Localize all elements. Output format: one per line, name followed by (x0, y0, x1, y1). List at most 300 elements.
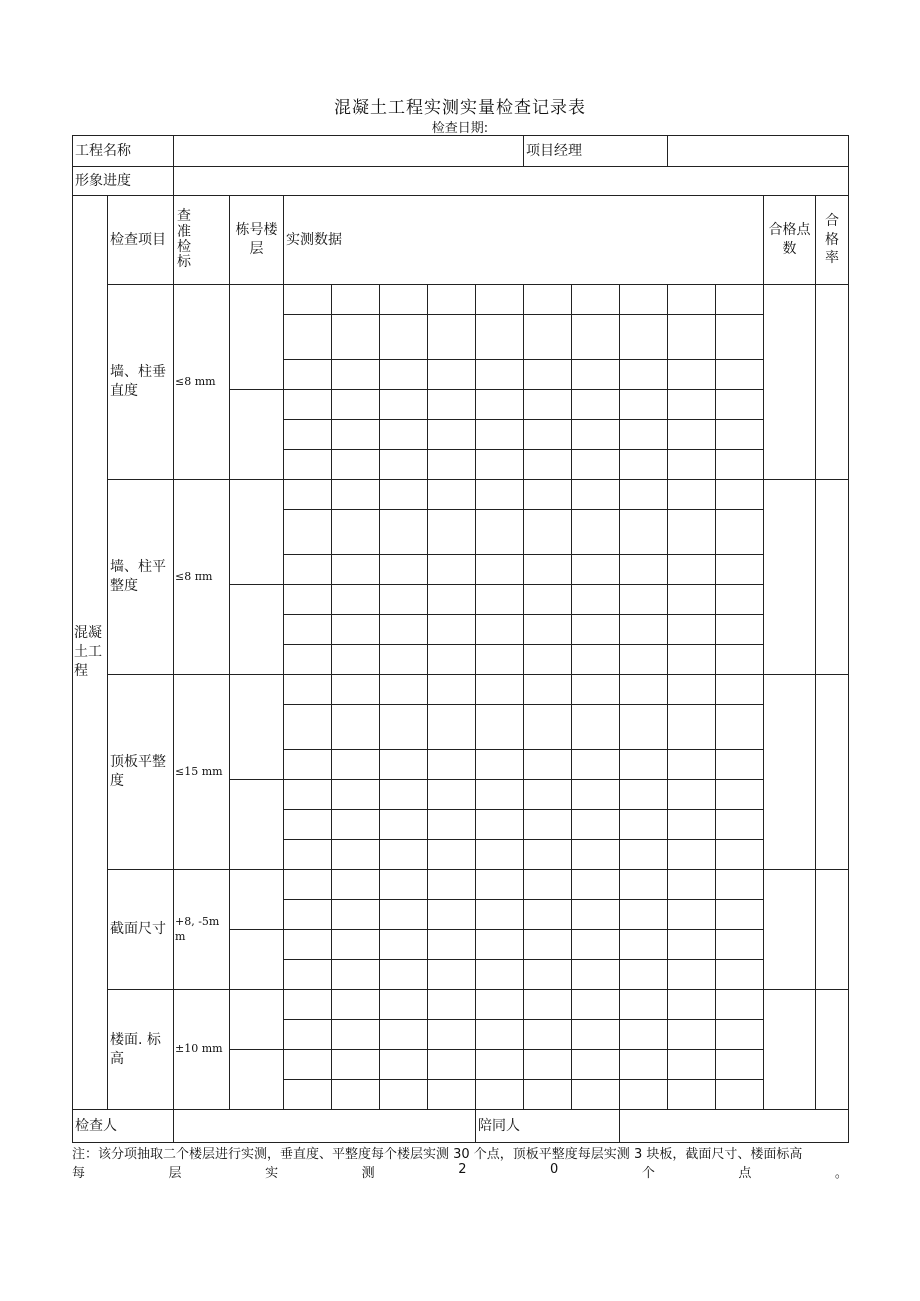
form-title: 混凝土工程实测实量检查记录表 (334, 98, 586, 118)
measurement-cell[interactable] (380, 285, 428, 315)
measurement-cell[interactable] (620, 930, 668, 960)
measurement-cell[interactable] (524, 450, 572, 480)
measurement-cell[interactable] (572, 960, 620, 990)
measurement-cell[interactable] (620, 360, 668, 390)
pass-points-cell[interactable] (764, 675, 816, 870)
measurement-cell[interactable] (620, 960, 668, 990)
measurement-cell[interactable] (428, 840, 476, 870)
measurement-cell[interactable] (380, 870, 428, 900)
measurement-cell[interactable] (332, 900, 380, 930)
measurement-cell[interactable] (620, 900, 668, 930)
measurement-cell[interactable] (428, 990, 476, 1020)
measurement-cell[interactable] (572, 1050, 620, 1080)
measurement-cell[interactable] (524, 930, 572, 960)
measurement-cell[interactable] (620, 480, 668, 510)
measurement-cell[interactable] (716, 510, 764, 555)
measurement-cell[interactable] (284, 900, 332, 930)
measurement-cell[interactable] (476, 555, 524, 585)
measurement-cell[interactable] (332, 780, 380, 810)
measurement-cell[interactable] (716, 450, 764, 480)
measurement-cell[interactable] (668, 510, 716, 555)
measurement-cell[interactable] (572, 285, 620, 315)
measurement-cell[interactable] (284, 675, 332, 705)
building-floor-cell[interactable] (230, 390, 284, 480)
measurement-cell[interactable] (284, 480, 332, 510)
measurement-cell[interactable] (572, 450, 620, 480)
measurement-cell[interactable] (284, 780, 332, 810)
measurement-cell[interactable] (476, 585, 524, 615)
measurement-cell[interactable] (620, 990, 668, 1020)
measurement-cell[interactable] (284, 960, 332, 990)
pass-points-cell[interactable] (764, 480, 816, 675)
measurement-cell[interactable] (428, 285, 476, 315)
measurement-cell[interactable] (620, 705, 668, 750)
measurement-cell[interactable] (380, 675, 428, 705)
measurement-cell[interactable] (716, 480, 764, 510)
measurement-cell[interactable] (284, 645, 332, 675)
measurement-cell[interactable] (668, 390, 716, 420)
measurement-cell[interactable] (620, 1050, 668, 1080)
measurement-cell[interactable] (572, 810, 620, 840)
measurement-cell[interactable] (332, 750, 380, 780)
building-floor-cell[interactable] (230, 285, 284, 390)
measurement-cell[interactable] (476, 930, 524, 960)
measurement-cell[interactable] (284, 990, 332, 1020)
measurement-cell[interactable] (476, 750, 524, 780)
measurement-cell[interactable] (428, 780, 476, 810)
measurement-cell[interactable] (332, 645, 380, 675)
measurement-cell[interactable] (332, 480, 380, 510)
measurement-cell[interactable] (716, 555, 764, 585)
measurement-cell[interactable] (428, 555, 476, 585)
measurement-cell[interactable] (620, 585, 668, 615)
measurement-cell[interactable] (428, 900, 476, 930)
measurement-cell[interactable] (716, 780, 764, 810)
measurement-cell[interactable] (332, 315, 380, 360)
measurement-cell[interactable] (332, 840, 380, 870)
measurement-cell[interactable] (668, 1050, 716, 1080)
measurement-cell[interactable] (332, 585, 380, 615)
measurement-cell[interactable] (428, 615, 476, 645)
measurement-cell[interactable] (476, 285, 524, 315)
measurement-cell[interactable] (524, 1080, 572, 1110)
measurement-cell[interactable] (668, 990, 716, 1020)
measurement-cell[interactable] (476, 870, 524, 900)
measurement-cell[interactable] (716, 870, 764, 900)
measurement-cell[interactable] (380, 480, 428, 510)
measurement-cell[interactable] (572, 480, 620, 510)
measurement-cell[interactable] (380, 555, 428, 585)
measurement-cell[interactable] (620, 1020, 668, 1050)
measurement-cell[interactable] (332, 870, 380, 900)
measurement-cell[interactable] (524, 555, 572, 585)
measurement-cell[interactable] (668, 840, 716, 870)
companion-field[interactable] (620, 1110, 849, 1143)
measurement-cell[interactable] (428, 1050, 476, 1080)
building-floor-cell[interactable] (230, 1050, 284, 1110)
measurement-cell[interactable] (428, 420, 476, 450)
measurement-cell[interactable] (572, 555, 620, 585)
measurement-cell[interactable] (716, 1050, 764, 1080)
measurement-cell[interactable] (380, 1020, 428, 1050)
measurement-cell[interactable] (476, 510, 524, 555)
pass-points-cell[interactable] (764, 285, 816, 480)
measurement-cell[interactable] (332, 285, 380, 315)
measurement-cell[interactable] (284, 750, 332, 780)
progress-row (73, 167, 849, 196)
measurement-cell[interactable] (476, 900, 524, 930)
measurement-cell[interactable] (284, 1020, 332, 1050)
measurement-cell[interactable] (380, 1080, 428, 1110)
measurement-cell[interactable] (476, 705, 524, 750)
inspector-label: 检查人 (73, 1110, 174, 1143)
measurement-cell[interactable] (716, 750, 764, 780)
measurement-cell[interactable] (380, 990, 428, 1020)
measurement-cell[interactable] (476, 450, 524, 480)
measurement-cell[interactable] (572, 900, 620, 930)
measurement-cell[interactable] (476, 990, 524, 1020)
measurement-cell[interactable] (716, 990, 764, 1020)
measurement-cell[interactable] (668, 480, 716, 510)
measurement-cell[interactable] (332, 1020, 380, 1050)
measurement-cell[interactable] (428, 585, 476, 615)
check-item-name: 楼面. 标高 (108, 990, 174, 1110)
measurement-cell[interactable] (428, 510, 476, 555)
measurement-cell[interactable] (620, 450, 668, 480)
footnote-char: 实 (265, 1166, 279, 1181)
measurement-cell[interactable] (668, 675, 716, 705)
measurement-cell[interactable] (428, 450, 476, 480)
measurement-cell[interactable] (428, 930, 476, 960)
measurement-cell[interactable] (284, 870, 332, 900)
measurement-cell[interactable] (476, 1050, 524, 1080)
measurement-cell[interactable] (524, 615, 572, 645)
measurement-cell[interactable] (428, 960, 476, 990)
measurement-cell[interactable] (380, 390, 428, 420)
measurement-cell[interactable] (380, 360, 428, 390)
measurement-cell[interactable] (428, 645, 476, 675)
measurement-cell[interactable] (428, 1020, 476, 1050)
measurement-cell[interactable] (284, 840, 332, 870)
measurement-cell[interactable] (284, 810, 332, 840)
measurement-cell[interactable] (668, 645, 716, 675)
measurement-cell[interactable] (524, 675, 572, 705)
measurement-cell[interactable] (572, 645, 620, 675)
measurement-cell[interactable] (284, 705, 332, 750)
measurement-cell[interactable] (572, 1020, 620, 1050)
measurement-cell[interactable] (476, 840, 524, 870)
measurement-cell[interactable] (476, 615, 524, 645)
measurement-cell[interactable] (524, 780, 572, 810)
measurement-cell[interactable] (524, 870, 572, 900)
measurement-cell[interactable] (428, 315, 476, 360)
measurement-cell[interactable] (716, 840, 764, 870)
measurement-cell[interactable] (476, 675, 524, 705)
measurement-cell[interactable] (716, 1020, 764, 1050)
building-floor-cell[interactable] (230, 870, 284, 930)
measurement-cell[interactable] (524, 1050, 572, 1080)
measurement-cell[interactable] (620, 615, 668, 645)
measurement-cell[interactable] (668, 1080, 716, 1110)
measurement-cell[interactable] (572, 510, 620, 555)
measurement-cell[interactable] (284, 1050, 332, 1080)
measurement-cell[interactable] (524, 750, 572, 780)
measurement-cell[interactable] (476, 315, 524, 360)
measurement-cell[interactable] (284, 510, 332, 555)
measurement-cell[interactable] (620, 285, 668, 315)
measurement-cell[interactable] (284, 1080, 332, 1110)
measurement-cell[interactable] (380, 705, 428, 750)
measurement-cell[interactable] (332, 930, 380, 960)
pass-points-cell[interactable] (764, 870, 816, 990)
measurement-cell[interactable] (668, 900, 716, 930)
measurement-cell[interactable] (524, 960, 572, 990)
measurement-cell[interactable] (380, 420, 428, 450)
measurement-cell[interactable] (428, 750, 476, 780)
measurement-cell[interactable] (716, 420, 764, 450)
measurement-cell[interactable] (524, 420, 572, 450)
measurement-cell[interactable] (380, 615, 428, 645)
project-name-field[interactable] (174, 136, 524, 167)
measurement-cell[interactable] (284, 555, 332, 585)
inspector-field[interactable] (174, 1110, 476, 1143)
measurement-cell[interactable] (668, 705, 716, 750)
measurement-cell[interactable] (380, 1050, 428, 1080)
measurement-cell[interactable] (668, 1020, 716, 1050)
measurement-cell[interactable] (668, 450, 716, 480)
pass-points-header-text: 合格点数 (768, 222, 811, 257)
measurement-cell[interactable] (620, 870, 668, 900)
measurement-cell[interactable] (476, 810, 524, 840)
measurement-cell[interactable] (668, 285, 716, 315)
measurement-cell[interactable] (524, 585, 572, 615)
measurement-cell[interactable] (620, 675, 668, 705)
measurement-cell[interactable] (332, 510, 380, 555)
measurement-cell[interactable] (380, 840, 428, 870)
measurement-cell[interactable] (380, 510, 428, 555)
measurement-cell[interactable] (332, 420, 380, 450)
measurement-cell[interactable] (380, 930, 428, 960)
measurement-cell[interactable] (620, 315, 668, 360)
measurement-cell[interactable] (716, 900, 764, 930)
measurement-cell[interactable] (524, 315, 572, 360)
measurement-cell[interactable] (716, 315, 764, 360)
measurement-cell[interactable] (668, 960, 716, 990)
measurement-cell[interactable] (380, 900, 428, 930)
measurement-cell[interactable] (572, 390, 620, 420)
measurement-cell[interactable] (524, 645, 572, 675)
measurement-cell[interactable] (668, 930, 716, 960)
measurement-cell[interactable] (668, 555, 716, 585)
measurement-cell[interactable] (428, 705, 476, 750)
measurement-cell[interactable] (620, 750, 668, 780)
measurement-cell[interactable] (572, 990, 620, 1020)
standard-header (174, 196, 230, 285)
measurement-cell[interactable] (476, 480, 524, 510)
measurement-cell[interactable] (668, 615, 716, 645)
measurement-cell[interactable] (524, 510, 572, 555)
measurement-cell[interactable] (620, 780, 668, 810)
measurement-cell[interactable] (716, 390, 764, 420)
column-header-row (73, 196, 849, 285)
measurement-cell[interactable] (716, 1080, 764, 1110)
measurement-cell[interactable] (572, 585, 620, 615)
measurement-cell[interactable] (476, 1080, 524, 1110)
measurement-cell[interactable] (380, 960, 428, 990)
measurement-cell[interactable] (428, 360, 476, 390)
measurement-cell[interactable] (284, 390, 332, 420)
measurement-cell[interactable] (380, 645, 428, 675)
measurement-cell[interactable] (716, 810, 764, 840)
measurement-cell[interactable] (332, 1080, 380, 1110)
measurement-cell[interactable] (524, 390, 572, 420)
companion-label: 陪同人 (476, 1110, 620, 1143)
measurement-cell[interactable] (284, 585, 332, 615)
measurement-cell[interactable] (380, 810, 428, 840)
measurement-cell[interactable] (476, 360, 524, 390)
measurement-cell[interactable] (572, 780, 620, 810)
measurement-cell[interactable] (572, 870, 620, 900)
measurement-cell[interactable] (476, 960, 524, 990)
measurement-cell[interactable] (332, 1050, 380, 1080)
measurement-cell[interactable] (380, 750, 428, 780)
building-floor-cell[interactable] (230, 780, 284, 870)
measurement-cell[interactable] (284, 450, 332, 480)
measurement-cell[interactable] (476, 780, 524, 810)
measurement-cell[interactable] (572, 1080, 620, 1110)
measurement-cell[interactable] (380, 780, 428, 810)
pass-rate-cell[interactable] (816, 675, 849, 870)
measurement-cell[interactable] (524, 705, 572, 750)
measurement-cell[interactable] (380, 315, 428, 360)
measurement-cell[interactable] (716, 585, 764, 615)
measurement-cell[interactable] (572, 360, 620, 390)
measurement-cell[interactable] (572, 840, 620, 870)
measurement-cell[interactable] (428, 480, 476, 510)
measurement-cell[interactable] (620, 555, 668, 585)
footnote-char: 每 (72, 1166, 86, 1181)
measurement-cell[interactable] (476, 420, 524, 450)
measurement-cell[interactable] (716, 645, 764, 675)
measurement-cell[interactable] (332, 810, 380, 840)
measurement-cell[interactable] (428, 675, 476, 705)
project-manager-field[interactable] (668, 136, 849, 167)
measurement-cell[interactable] (716, 675, 764, 705)
measurement-cell[interactable] (668, 870, 716, 900)
measurement-cell[interactable] (620, 645, 668, 675)
progress-field[interactable] (174, 167, 849, 196)
measurement-cell[interactable] (284, 360, 332, 390)
measurement-cell[interactable] (332, 390, 380, 420)
measurement-cell[interactable] (428, 1080, 476, 1110)
measurement-cell[interactable] (716, 960, 764, 990)
measurement-cell[interactable] (716, 705, 764, 750)
measurement-cell[interactable] (332, 450, 380, 480)
measurement-cell[interactable] (668, 810, 716, 840)
measurement-cell[interactable] (524, 840, 572, 870)
measurement-cell[interactable] (428, 810, 476, 840)
measurement-cell[interactable] (380, 450, 428, 480)
measurement-row (73, 675, 849, 705)
progress-label: 形象进度 (73, 167, 174, 196)
measurement-cell[interactable] (476, 390, 524, 420)
measurement-cell[interactable] (572, 705, 620, 750)
measurement-cell[interactable] (524, 285, 572, 315)
measurement-cell[interactable] (716, 285, 764, 315)
check-item-name: 截面尺寸 (108, 870, 174, 990)
measurement-cell[interactable] (620, 390, 668, 420)
measurement-cell[interactable] (572, 315, 620, 360)
measurement-cell[interactable] (524, 1020, 572, 1050)
measurement-cell[interactable] (332, 675, 380, 705)
pass-points-cell[interactable] (764, 990, 816, 1110)
measurement-cell[interactable] (716, 615, 764, 645)
measurement-cell[interactable] (668, 315, 716, 360)
measurement-cell[interactable] (572, 420, 620, 450)
building-floor-cell[interactable] (230, 675, 284, 780)
building-floor-cell[interactable] (230, 480, 284, 585)
measurement-cell[interactable] (380, 585, 428, 615)
measurement-cell[interactable] (572, 750, 620, 780)
measurement-cell[interactable] (428, 390, 476, 420)
measurement-cell[interactable] (716, 360, 764, 390)
measurement-cell[interactable] (524, 900, 572, 930)
pass-rate-cell[interactable] (816, 990, 849, 1110)
measurement-cell[interactable] (284, 420, 332, 450)
measurement-cell[interactable] (284, 285, 332, 315)
measurement-cell[interactable] (332, 960, 380, 990)
pass-rate-cell[interactable] (816, 480, 849, 675)
measurement-cell[interactable] (524, 480, 572, 510)
measurement-cell[interactable] (668, 585, 716, 615)
measurement-cell[interactable] (668, 360, 716, 390)
measurement-cell[interactable] (620, 420, 668, 450)
measurement-cell[interactable] (284, 615, 332, 645)
measurement-cell[interactable] (716, 930, 764, 960)
measurement-cell[interactable] (428, 870, 476, 900)
pass-rate-cell[interactable] (816, 870, 849, 990)
measurement-cell[interactable] (524, 810, 572, 840)
pass-rate-cell[interactable] (816, 285, 849, 480)
measurement-cell[interactable] (572, 930, 620, 960)
measurement-cell[interactable] (668, 750, 716, 780)
measurement-cell[interactable] (572, 675, 620, 705)
measurement-cell[interactable] (668, 780, 716, 810)
measurement-cell[interactable] (620, 510, 668, 555)
measurement-row (73, 285, 849, 315)
measurement-cell[interactable] (476, 645, 524, 675)
measurement-cell[interactable] (284, 930, 332, 960)
measurement-cell[interactable] (284, 315, 332, 360)
building-floor-cell[interactable] (230, 585, 284, 675)
measurement-cell[interactable] (332, 555, 380, 585)
measurement-cell[interactable] (572, 615, 620, 645)
measurement-cell[interactable] (524, 360, 572, 390)
measurement-cell[interactable] (332, 705, 380, 750)
measurement-cell[interactable] (620, 1080, 668, 1110)
measurement-cell[interactable] (476, 1020, 524, 1050)
measurement-cell[interactable] (332, 360, 380, 390)
category-label (73, 196, 108, 1110)
measurement-cell[interactable] (620, 810, 668, 840)
measurement-cell[interactable] (332, 990, 380, 1020)
measurement-cell[interactable] (332, 615, 380, 645)
measurement-cell[interactable] (620, 840, 668, 870)
building-floor-cell[interactable] (230, 930, 284, 990)
building-floor-cell[interactable] (230, 990, 284, 1050)
measurement-cell[interactable] (668, 420, 716, 450)
measurement-cell[interactable] (524, 990, 572, 1020)
